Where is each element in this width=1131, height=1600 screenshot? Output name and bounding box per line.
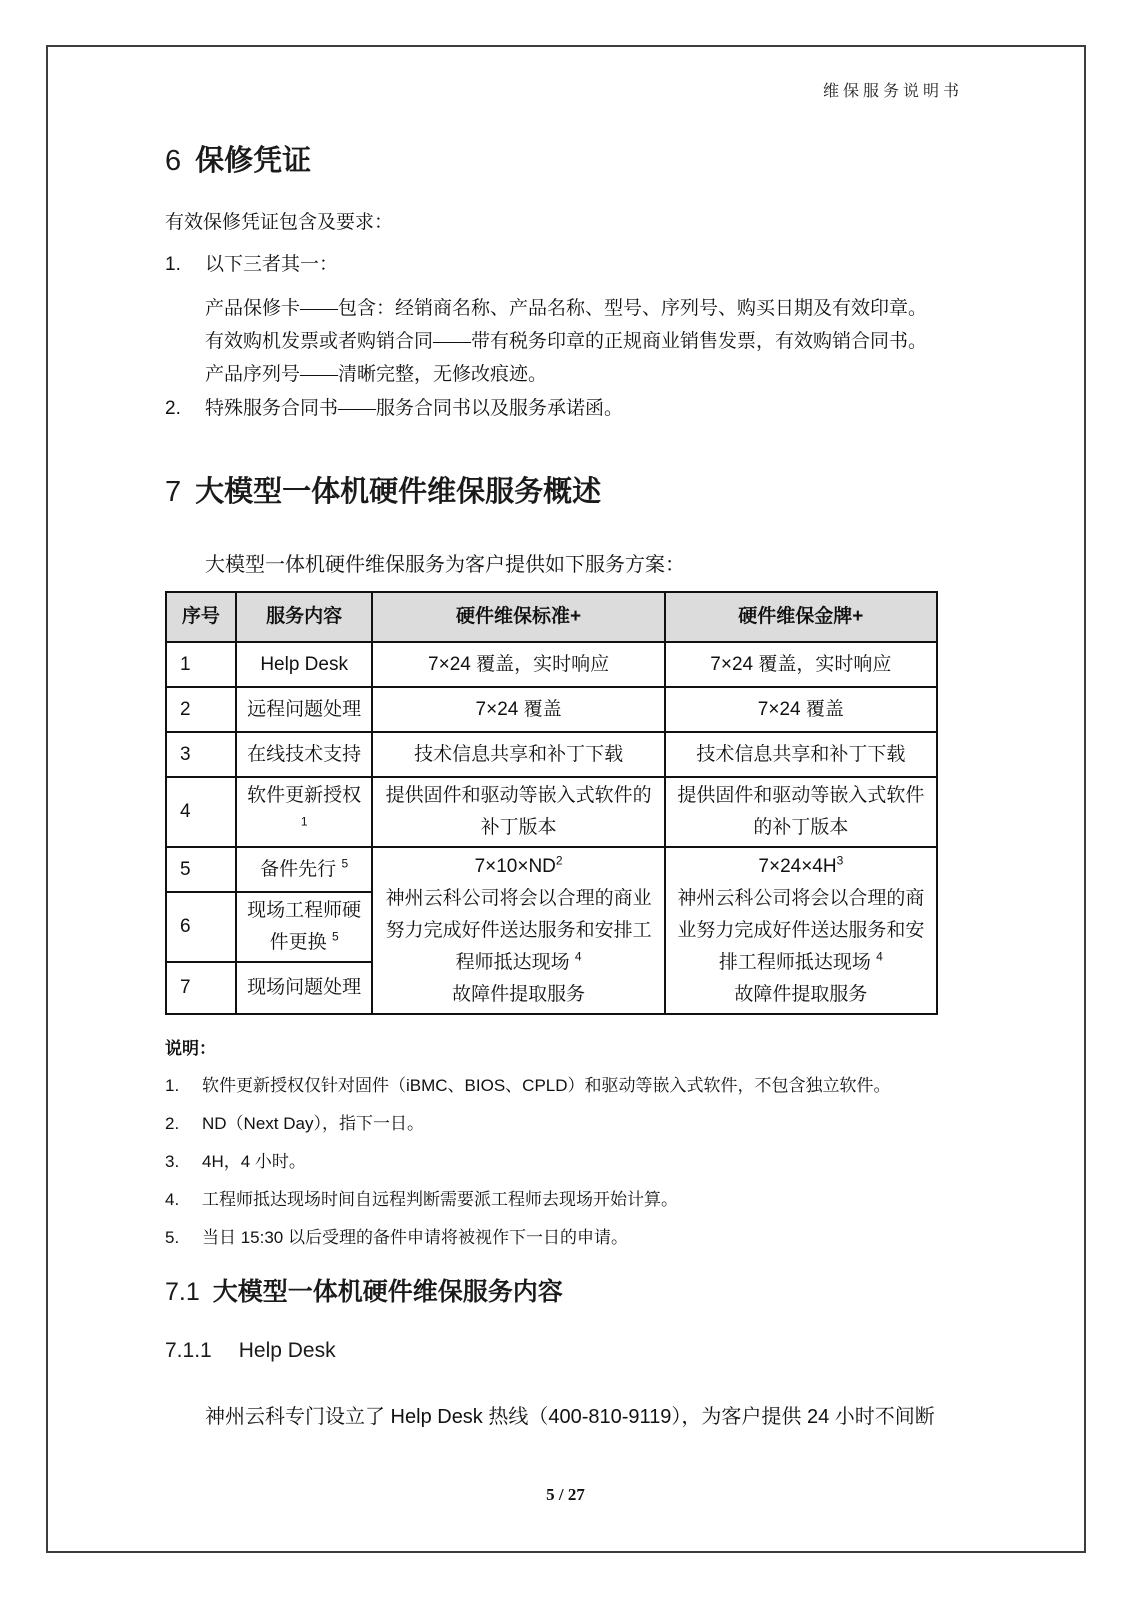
list-item-number: 1.	[165, 254, 181, 275]
table-cell: 提供固件和驱动等嵌入式软件 的补丁版本	[665, 777, 937, 847]
list-item-text: 以下三者其一：	[205, 254, 339, 275]
section-7-1-1-title: Help Desk	[238, 1339, 336, 1362]
page-content	[165, 45, 965, 1433]
service-plan-table	[165, 591, 938, 1015]
section-7-title: 大模型一体机硬件维保服务概述	[195, 476, 602, 508]
table-cell: 备件先行 $^5$	[236, 847, 373, 892]
table-row	[166, 777, 937, 847]
note-item	[165, 1112, 965, 1135]
table-cell: 在线技术支持	[236, 732, 373, 777]
table-cell: 技术信息共享和补丁下载	[372, 732, 664, 777]
helpdesk-paragraph: 神州云科专门设立了 Help Desk 热线（400-810-9119），为客户提供 24 小时不间断	[205, 1406, 935, 1428]
note-number: 3.	[165, 1152, 180, 1171]
note-text: 4H，4 小时。	[202, 1152, 306, 1171]
section-6-number: 6	[165, 145, 182, 177]
section-7-1-1-number: 7.1.1	[165, 1339, 212, 1362]
list-item-number: 2.	[165, 398, 181, 419]
section-6-heading	[165, 143, 965, 179]
note-number: 4.	[165, 1190, 180, 1209]
table-cell: 4	[166, 777, 236, 847]
note-item	[165, 1226, 965, 1249]
table-cell: Help Desk	[236, 642, 373, 687]
table-row	[166, 642, 937, 687]
table-cell: 7×24 覆盖，实时响应	[665, 642, 937, 687]
note-item	[165, 1074, 965, 1097]
note-number: 1.	[165, 1076, 180, 1095]
table-cell: 软件更新授权 $^1$	[236, 777, 373, 847]
table-header-cell: 序号	[166, 592, 236, 642]
table-cell: 现场工程师硬 件更换 $^5$	[236, 892, 373, 962]
notes-label: 说明：	[165, 1039, 216, 1058]
table-header-row	[166, 592, 937, 642]
table-header-cell: 硬件维保金牌+	[665, 592, 937, 642]
section-6-title: 保修凭证	[195, 145, 312, 177]
list-item	[165, 250, 965, 280]
table-cell: 远程问题处理	[236, 687, 373, 732]
section-6-intro: 有效保修凭证包含及要求：	[165, 212, 394, 233]
table-cell: 6	[166, 892, 236, 962]
table-cell: 现场问题处理	[236, 962, 373, 1014]
section-7-1-number: 7.1	[165, 1278, 200, 1306]
table-cell: 7×24 覆盖	[372, 687, 664, 732]
section-7-1-1-heading	[165, 1337, 965, 1365]
note-text: 当日 15:30 以后受理的备件申请将被视作下一日的申请。	[202, 1228, 628, 1247]
list-item	[165, 394, 965, 424]
table-cell: 3	[166, 732, 236, 777]
note-number: 2.	[165, 1114, 180, 1133]
note-text: ND（Next Day），指下一日。	[202, 1114, 424, 1133]
list-item-text: 特殊服务合同书——服务合同书以及服务承诺函。	[205, 398, 624, 419]
section-7-1-heading	[165, 1276, 965, 1308]
table-header-cell: 服务内容	[236, 592, 373, 642]
table-cell: 2	[166, 687, 236, 732]
table-cell: 7×24 覆盖	[665, 687, 937, 732]
running-header: 维保服务说明书	[822, 83, 963, 100]
table-cell: 5	[166, 847, 236, 892]
table-cell-merged-gold: $7\times 24\times 4H^3$ 神州云科公司将会以合理的商 业努力完成好件送达服务和安 排工程师抵达现场 $^4$ 故障件提取服务	[665, 847, 937, 1014]
section-7-heading	[165, 474, 965, 510]
note-item	[165, 1150, 965, 1173]
page-number: 5 / 27	[546, 1485, 585, 1504]
note-text: 软件更新授权仅针对固件（iBMC、BIOS、CPLD）和驱动等嵌入式软件，不包含独立软件。	[202, 1076, 891, 1095]
note-number: 5.	[165, 1228, 180, 1247]
table-cell: 7×24 覆盖，实时响应	[372, 642, 664, 687]
table-row	[166, 847, 937, 892]
table-cell: 技术信息共享和补丁下载	[665, 732, 937, 777]
table-cell: 提供固件和驱动等嵌入式软件的 补丁版本	[372, 777, 664, 847]
table-row	[166, 687, 937, 732]
table-header-cell: 硬件维保标准+	[372, 592, 664, 642]
table-cell-merged-standard: $7\times 10\times ND^2$ 神州云科公司将会以合理的商业 努力完成好件送达服务和安排工 程师抵达现场 $^4$ 故障件提取服务	[372, 847, 664, 1014]
section-7-1-title: 大模型一体机硬件维保服务内容	[212, 1278, 563, 1306]
note-item	[165, 1188, 965, 1211]
section-7-number: 7	[165, 476, 182, 508]
warranty-proof-paragraph: 产品保修卡——包含：经销商名称、产品名称、型号、序列号、购买日期及有效印章。 有效购机发票或者购销合同——带有税务印章的正规商业销售发票，有效购销合同书。 产品序列号——清晰完整，无修改痕迹。	[205, 298, 928, 385]
table-cell: 7	[166, 962, 236, 1014]
section-7-intro: 大模型一体机硬件维保服务为客户提供如下服务方案：	[205, 554, 685, 576]
table-cell: 1	[166, 642, 236, 687]
note-text: 工程师抵达现场时间自远程判断需要派工程师去现场开始计算。	[202, 1190, 678, 1209]
table-row	[166, 732, 937, 777]
